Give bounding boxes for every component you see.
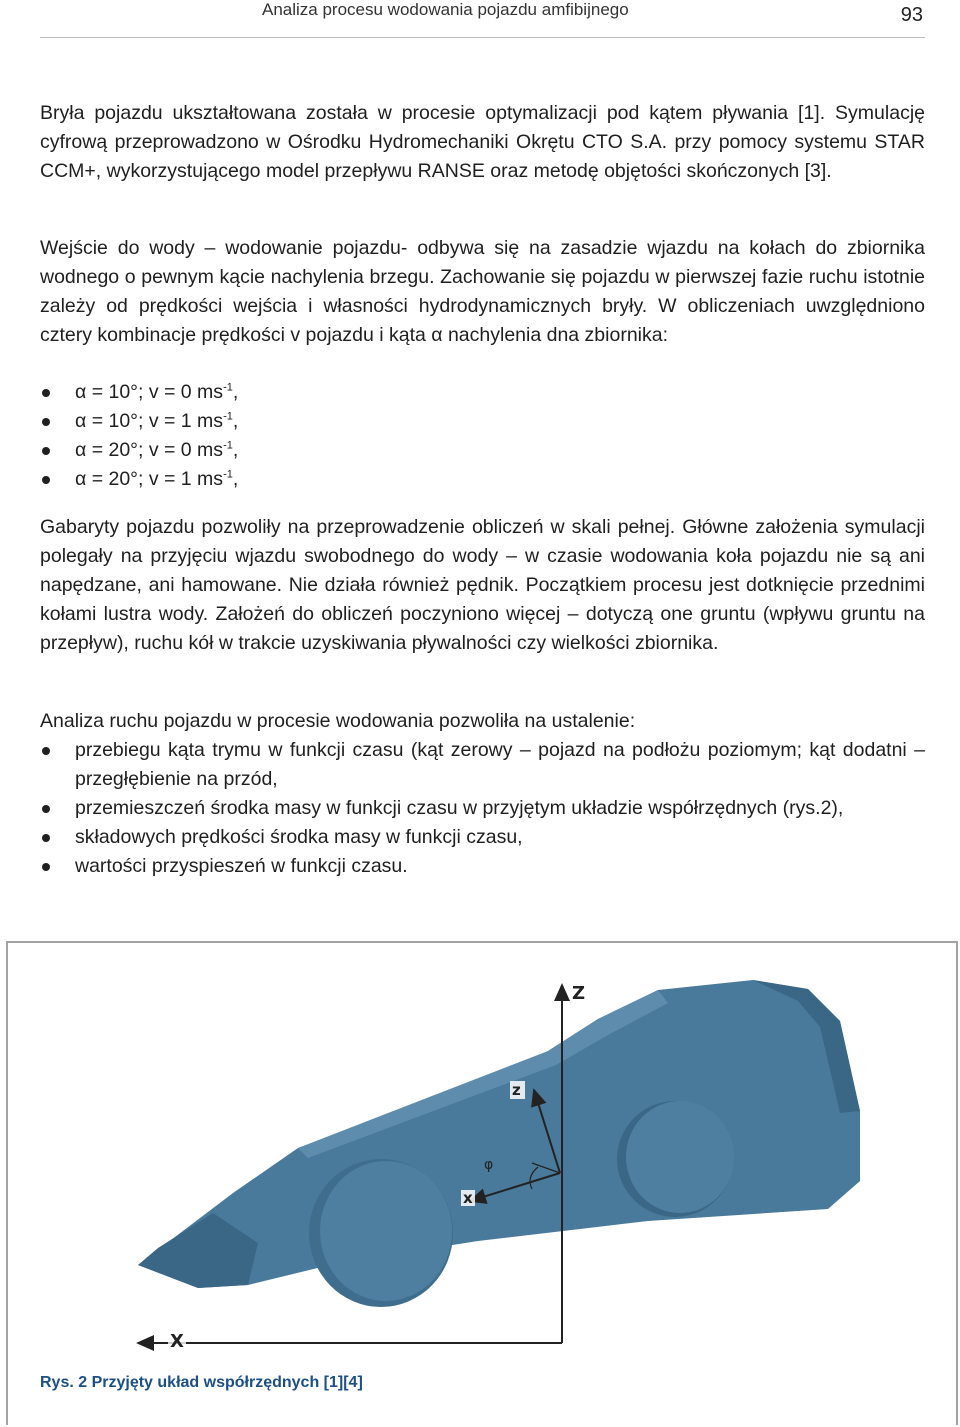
paragraph-analysis-intro: Analiza ruchu pojazdu w procesie wodowania pozwoliła na ustalenie: [40, 710, 636, 732]
global-z-label: Z [572, 983, 586, 1004]
figure-coordinate-system [6, 941, 958, 1425]
list-item: przebiegu kąta trymu w funkcji czasu (kąt zerowy – pojazd na podłożu poziomym; kąt dodatni – przegłębienie na przód, [40, 736, 925, 794]
paragraph-assumptions: Gabaryty pojazdu pozwoliły na przeprowadzenie obliczeń w skali pełnej. Główne założenia symulacji polegały na przyjęciu wjazdu swobodnego do wody – w czasie wodowania koła pojazdu nie są ani napędzane, ani hamowane. Nie działa również pędnik. Początkiem procesu jest dotknięcie przednimi kołami lustra wody. Założeń do obliczeń poczyniono więcej – dotyczą one gruntu (wpływu gruntu na przepływ), ruchu kół w trakcie uzyskiwania pływalności czy wielkości zbiornika. [40, 516, 925, 654]
list-item: wartości przyspieszeń w funkcji czasu. [40, 852, 925, 881]
results-list [40, 736, 925, 881]
page-header [40, 0, 925, 38]
figure-caption: Rys. 2 Przyjęty układ współrzędnych [1][4] [40, 1374, 363, 1391]
angle-label: φ [484, 1157, 494, 1173]
list-item: α = 20°; v = 0 $ms^{-1}$, [40, 436, 925, 465]
list-item: α = 10°; v = 0 $ms^{-1}$, [40, 378, 925, 407]
local-z-label: z [512, 1081, 521, 1099]
page-number: 93 [900, 4, 923, 26]
global-x-label: X [170, 1331, 184, 1352]
vehicle-body [138, 980, 860, 1288]
conditions-list [40, 378, 925, 494]
list-item: przemieszczeń środka masy w funkcji czasu w przyjętym układzie współrzędnych (rys.2), [40, 794, 925, 823]
local-x-label: x [463, 1189, 473, 1207]
list-item: α = 20°; v = 1 $ms^{-1}$, [40, 465, 925, 494]
paragraph-launching: Wejście do wody – wodowanie pojazdu- odbywa się na zasadzie wjazdu na kołach do zbiornika wodnego o pewnym kącie nachylenia brzegu. Zachowanie się pojazdu w pierwszej fazie ruchu istotnie zależy od prędkości wejścia i własności hydrodynamicznych bryły. W obliczeniach uwzględniono cztery kombinacje prędkości v pojazdu i kąta α nachylenia dna zbiornika: [40, 237, 925, 346]
list-item: α = 10°; v = 1 $ms^{-1}$, [40, 407, 925, 436]
front-wheel [309, 1159, 453, 1307]
vehicle-diagram [8, 943, 960, 1427]
running-title: Analiza procesu wodowania pojazdu amfibijnego [262, 0, 629, 19]
list-item: składowych prędkości środka masy w funkcji czasu, [40, 823, 925, 852]
paragraph-simulation: Bryła pojazdu ukształtowana została w procesie optymalizacji pod kątem pływania [1]. Symulację cyfrową przeprowadzono w Ośrodku Hydromechaniki Okrętu CTO S.A. przy pomocy systemu STAR CCM+, wykorzystującego model przepływu RANSE oraz metodę objętości skończonych [3]. [40, 102, 925, 182]
